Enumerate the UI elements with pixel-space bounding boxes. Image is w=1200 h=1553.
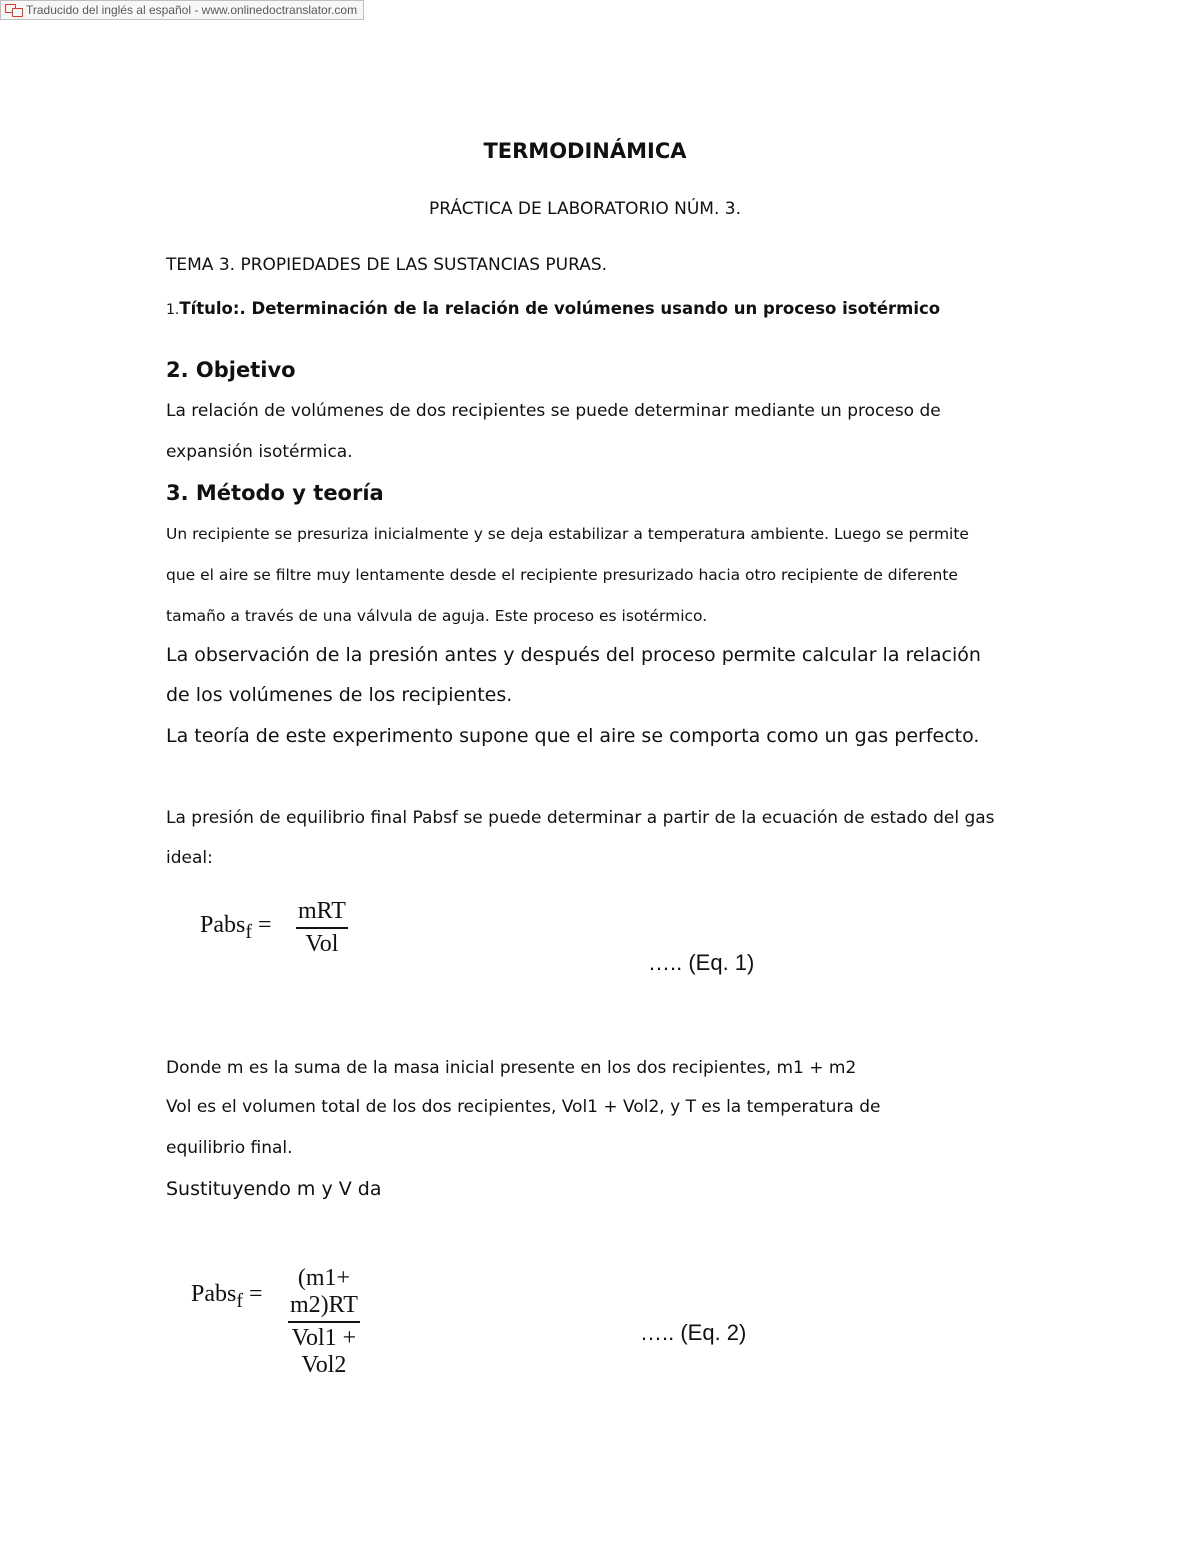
definition-line: equilibrio final. [166, 1138, 293, 1158]
equation-1-numerator: mRT [298, 898, 346, 924]
equation-1-denominator: Vol [305, 930, 339, 957]
method-line: tamaño a través de una válvula de aguja. Este proceso es isotérmico. [166, 607, 708, 625]
document-title: TERMODINÁMICA [483, 139, 687, 163]
equation-1-fraction [296, 898, 348, 958]
practice-number: PRÁCTICA DE LABORATORIO NÚM. 3. [428, 199, 741, 219]
equation-1-lhs: Pabs$_f$ = [200, 912, 272, 943]
practice-title [166, 299, 940, 318]
method-line: que el aire se filtre muy lentamente desde el recipiente presurizado hacia otro recipiente de diferente [166, 566, 958, 584]
method-line: La observación de la presión antes y después del proceso permite calcular la relación [166, 644, 981, 666]
topic-heading: TEMA 3. PROPIEDADES DE LAS SUSTANCIAS PURAS. [166, 255, 608, 275]
equation-2-numerator: (m1+ m2)RT [290, 1265, 358, 1318]
method-line: de los volúmenes de los recipientes. [166, 684, 513, 706]
equation-2-denominator: Vol1 + Vol2 [291, 1324, 357, 1378]
method-line: La teoría de este experimento supone que el aire se comporta como un gas perfecto. [166, 725, 980, 747]
equation-2-fraction [288, 1265, 360, 1379]
section-heading-objective: 2. Objetivo [166, 358, 296, 382]
definition-line: Vol es el volumen total de los dos recipientes, Vol1 + Vol2, y T es la temperatura de [166, 1097, 881, 1117]
equilibrium-line: ideal: [166, 848, 213, 868]
equilibrium-line: La presión de equilibrio final Pabsf se puede determinar a partir de la ecuación de estado del gas [166, 808, 995, 828]
section-heading-method: 3. Método y teoría [166, 481, 384, 505]
objective-line: expansión isotérmica. [166, 442, 353, 462]
objective-line: La relación de volúmenes de dos recipientes se puede determinar mediante un proceso de [166, 401, 941, 421]
substituting-line: Sustituyendo m y V da [166, 1178, 382, 1200]
equation-1-label: ….. (Eq. 1) [648, 950, 755, 975]
practice-title-text: Título:. Determinación de la relación de volúmenes usando un proceso isotérmico [179, 299, 941, 318]
translator-banner-text: Traducido del inglés al español - www.onlinedoctranslator.com [26, 3, 358, 17]
method-line: Un recipiente se presuriza inicialmente y se deja estabilizar a temperatura ambiente. Luego se permite [166, 525, 969, 543]
equation-2-label: ….. (Eq. 2) [640, 1320, 747, 1345]
translator-banner[interactable] [0, 0, 364, 20]
practice-title-number: 1. [166, 302, 180, 318]
equation-2-lhs: Pabs$_f$ = [191, 1281, 263, 1312]
translate-icon [5, 4, 23, 16]
definition-line: Donde m es la suma de la masa inicial presente en los dos recipientes, m1 + m2 [166, 1058, 857, 1078]
